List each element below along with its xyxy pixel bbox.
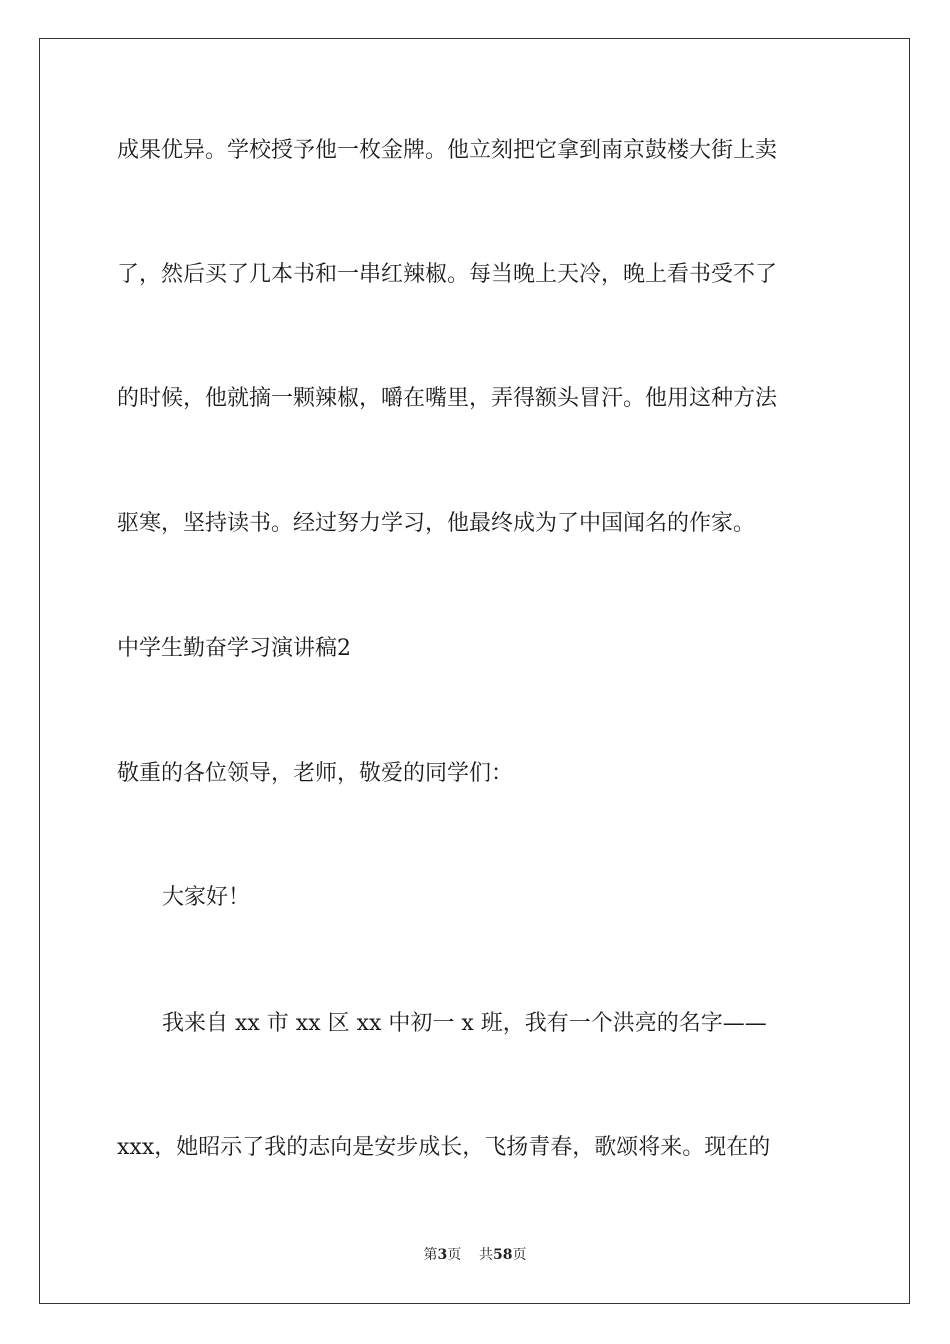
greeting: 大家好！ xyxy=(162,885,251,910)
body-line-2: 了，然后买了几本书和一串红辣椒。每当晚上天冷，晚上看书受不了 xyxy=(117,262,778,287)
footer-page-prefix: 第 xyxy=(423,1247,438,1263)
footer-page-suffix: 页 xyxy=(447,1247,462,1263)
body-line-3: 的时候，他就摘一颗辣椒，嚼在嘴里，弄得额头冒汗。他用这种方法 xyxy=(117,386,778,411)
body-line-4: 驱寒，坚持读书。经过努力学习，他最终成为了中国闻名的作家。 xyxy=(117,511,756,536)
footer-total-suffix: 页 xyxy=(512,1247,527,1263)
body-line-5: 我来自 xx 市 xx 区 xx 中初一 x 班，我有一个洪亮的名字—— xyxy=(162,1011,767,1036)
footer-page-number: 3 xyxy=(437,1247,448,1263)
page-footer xyxy=(0,1246,950,1264)
footer-total-pages: 58 xyxy=(493,1247,513,1263)
footer-total-prefix: 共 xyxy=(479,1247,494,1263)
body-line-1: 成果优异。学校授予他一枚金牌。他立刻把它拿到南京鼓楼大街上卖 xyxy=(117,138,778,163)
salutation: 敬重的各位领导，老师，敬爱的同学们： xyxy=(117,761,514,786)
body-line-6: xxx，她昭示了我的志向是安步成长，飞扬青春，歌颂将来。现在的 xyxy=(117,1135,771,1160)
section-heading: 中学生勤奋学习演讲稿2 xyxy=(117,636,351,661)
page-border xyxy=(39,38,910,1304)
